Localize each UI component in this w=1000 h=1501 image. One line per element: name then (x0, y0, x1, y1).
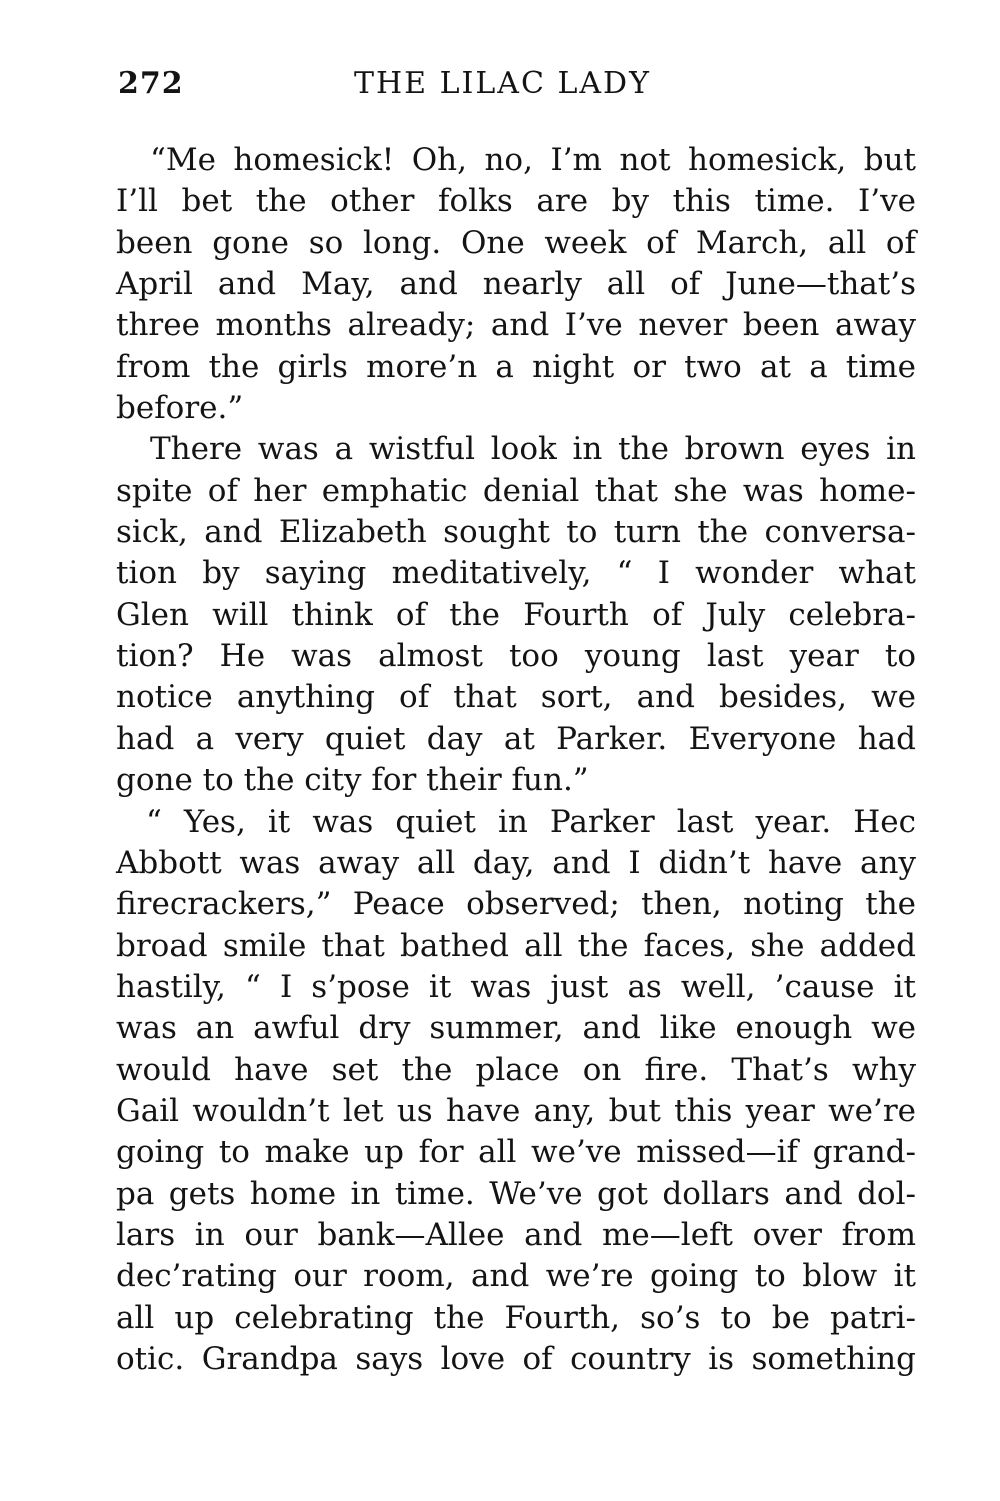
text-line: three months already; and I’ve never been away (116, 307, 916, 344)
text-line: hastily, “ I s’pose it was just as well, ’cause it (116, 968, 916, 1005)
page-number: 272 (118, 66, 184, 101)
body-text (116, 140, 916, 1380)
text-line: would have set the place on fire. That’s why (116, 1051, 916, 1088)
running-title: THE LILAC LADY (354, 66, 651, 101)
text-line: spite of her emphatic denial that she was home- (116, 472, 916, 509)
text-line: before.” (116, 390, 244, 427)
running-header (118, 62, 918, 112)
text-line: There was a wistful look in the brown eyes in (150, 431, 916, 468)
text-line: “Me homesick! Oh, no, I’m not homesick, but (150, 142, 916, 178)
text-line: pa gets home in time. We’ve got dollars and dol- (116, 1175, 916, 1212)
text-line: dec’rating our room, and we’re going to blow it (116, 1258, 916, 1295)
text-line: broad smile that bathed all the faces, she added (116, 927, 916, 964)
text-line: notice anything of that sort, and besides, we (116, 679, 916, 716)
text-line: April and May, and nearly all of June—that’s (116, 266, 916, 303)
text-line: from the girls more’n a night or two at a time (116, 348, 916, 385)
text-line: firecrackers,” Peace observed; then, noting the (116, 886, 916, 923)
text-line: Glen will think of the Fourth of July celebra- (116, 596, 916, 633)
text-line: tion by saying meditatively, “ I wonder what (116, 555, 916, 592)
text-line: I’ll bet the other folks are by this time. I’ve (116, 183, 916, 220)
text-line: been gone so long. One week of March, all of (116, 224, 916, 261)
text-line: was an awful dry summer, and like enough we (116, 1010, 916, 1047)
text-line: otic. Grandpa says love of country is something (116, 1340, 916, 1377)
text-line: going to make up for all we’ve missed—if grand- (116, 1134, 916, 1171)
text-line: Gail wouldn’t let us have any, but this year we’re (116, 1092, 916, 1129)
text-line: Abbott was away all day, and I didn’t have any (116, 844, 916, 881)
text-line: sick, and Elizabeth sought to turn the conversa- (116, 514, 916, 551)
text-line: tion? He was almost too young last year to (116, 638, 916, 675)
text-line: gone to the city for their fun.” (116, 762, 589, 799)
text-line: all up celebrating the Fourth, so’s to be patri- (116, 1299, 916, 1336)
text-line: “ Yes, it was quiet in Parker last year. Hec (146, 803, 916, 840)
text-line: lars in our bank—Allee and me—left over from (116, 1216, 916, 1253)
text-line: had a very quiet day at Parker. Everyone had (116, 720, 916, 757)
